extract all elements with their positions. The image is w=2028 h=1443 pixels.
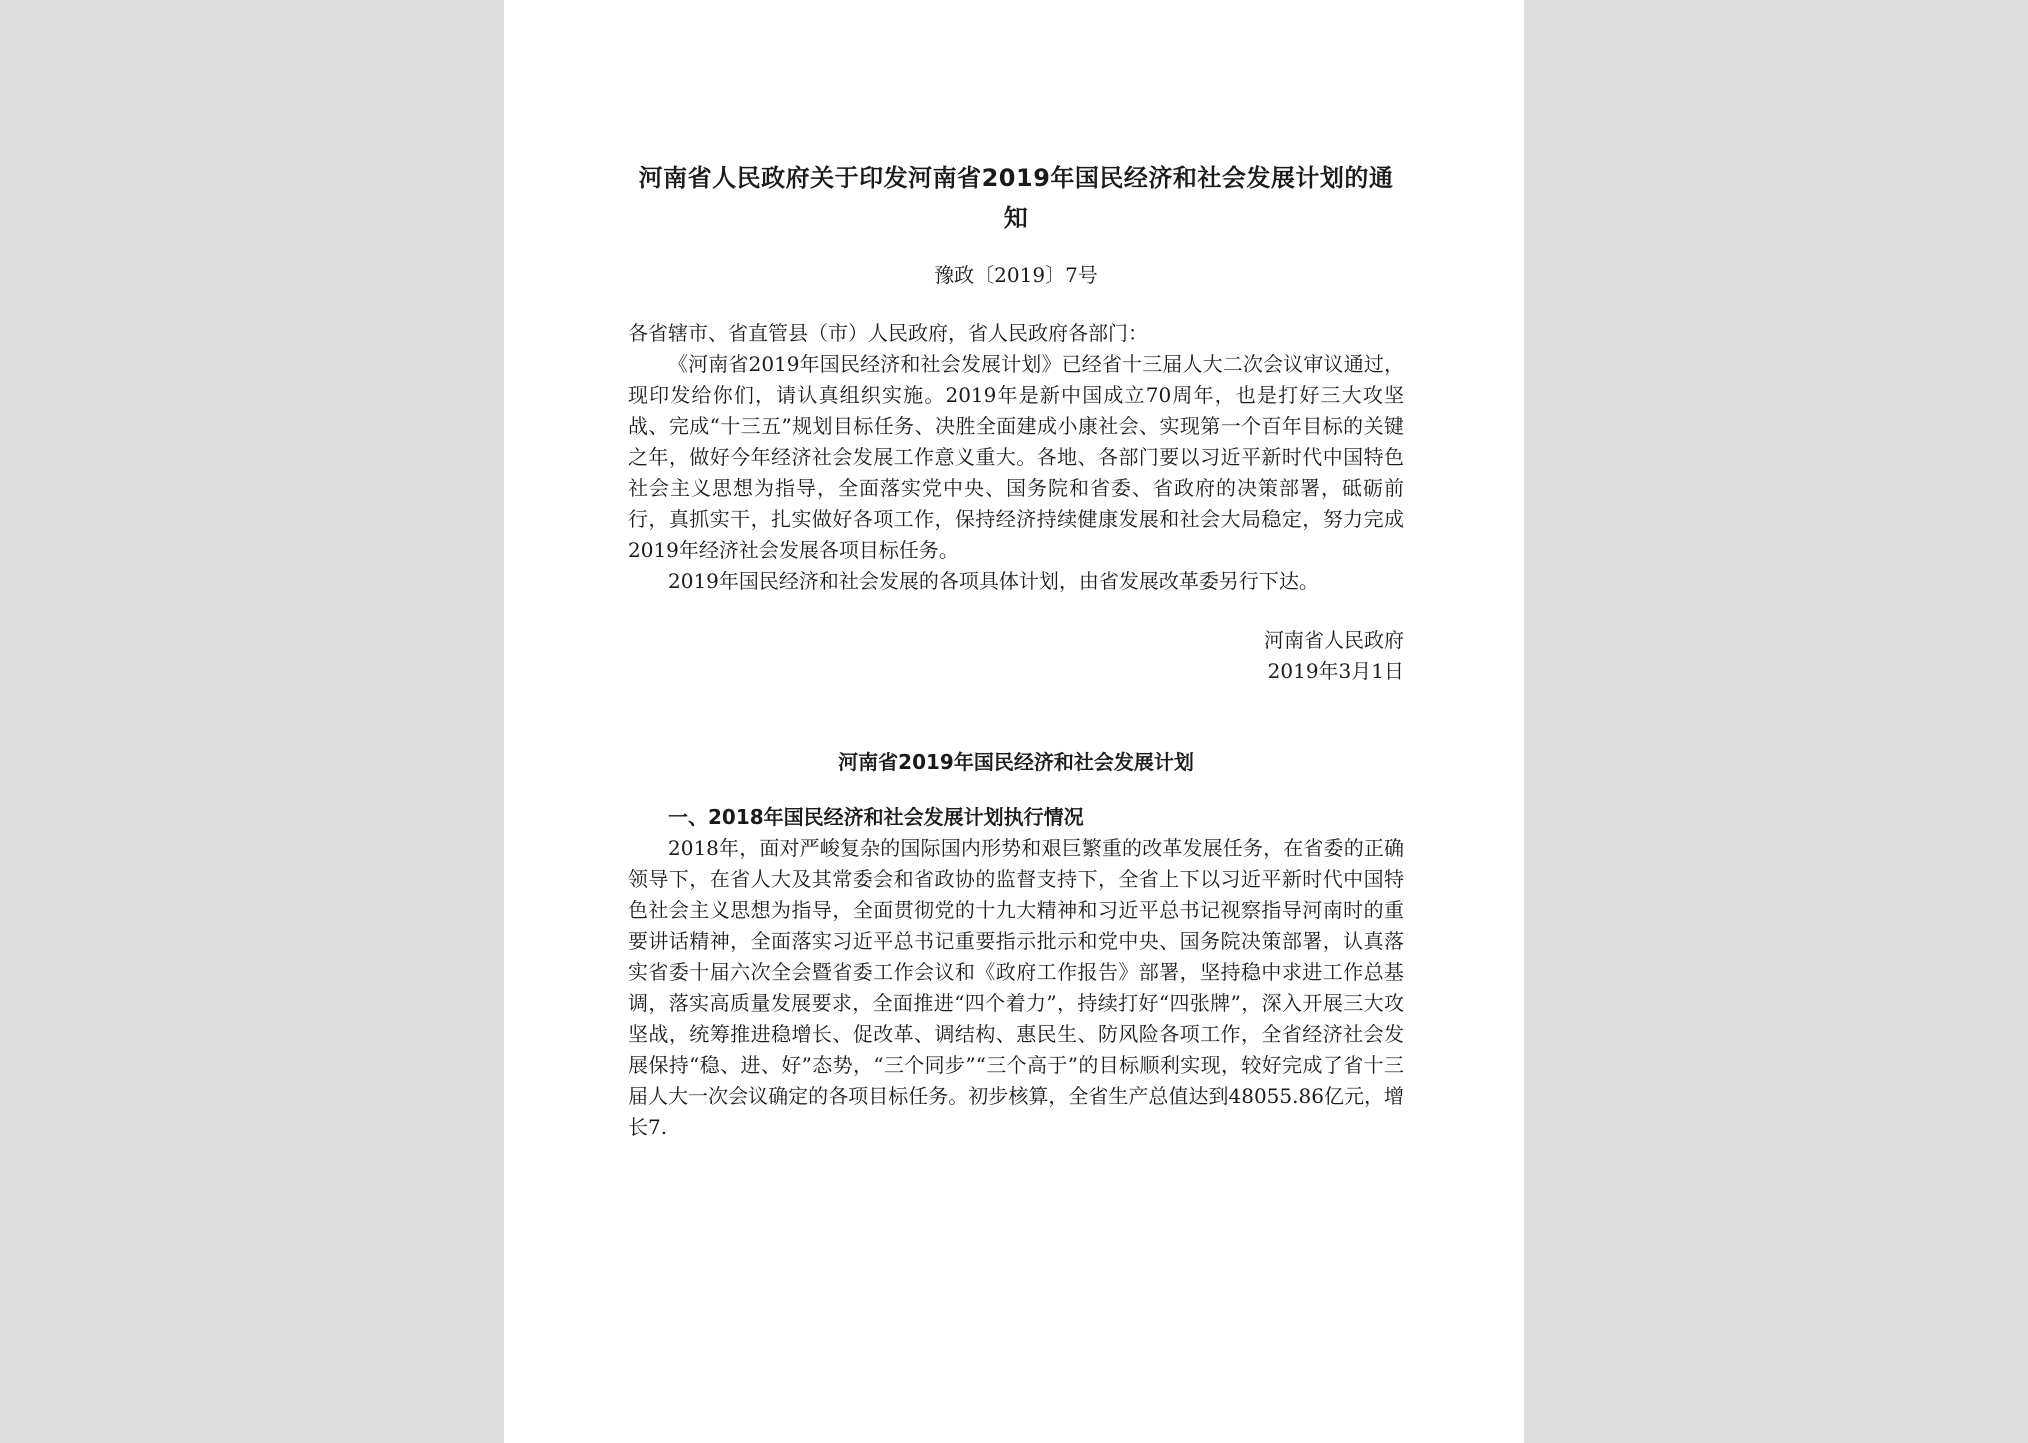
addressee-line: 各省辖市、省直管县（市）人民政府，省人民政府各部门：	[628, 321, 1148, 345]
signature-block	[628, 625, 1404, 687]
document-page	[504, 0, 1524, 1443]
plan-title: 河南省2019年国民经济和社会发展计划	[838, 750, 1194, 774]
section-heading-1: 一、2018年国民经济和社会发展计划执行情况	[668, 805, 1084, 829]
signature-organization: 河南省人民政府	[1264, 628, 1404, 652]
document-content	[628, 158, 1404, 1143]
document-number: 豫政〔2019〕7号	[934, 263, 1098, 287]
signature-date: 2019年3月1日	[1267, 659, 1404, 683]
section-1-paragraph: 2018年，面对严峻复杂的国际国内形势和艰巨繁重的改革发展任务，在省委的正确领导下，在省人大及其常委会和省政协的监督支持下，全省上下以习近平新时代中国特色社会主义思想为指导，全面贯彻党的十九大精神和习近平总书记视察指导河南时的重要讲话精神，全面落实习近平总书记重要指示批示和党中央、国务院决策部署，认真落实省委十届六次全会暨省委工作会议和《政府工作报告》部署，坚持稳中求进工作总基调，落实高质量发展要求，全面推进“四个着力”，持续打好“四张牌”，深入开展三大攻坚战，统筹推进稳增长、促改革、调结构、惠民生、防风险各项工作，全省经济社会发展保持“稳、进、好”态势，“三个同步”“三个高于”的目标顺利实现，较好完成了省十三届人大一次会议确定的各项目标任务。初步核算，全省生产总值达到48055.86亿元，增长7.	[628, 836, 1404, 1139]
notice-title: 河南省人民政府关于印发河南省2019年国民经济和社会发展计划的通知	[638, 164, 1394, 232]
notice-paragraph-2: 2019年国民经济和社会发展的各项具体计划，由省发展改革委另行下达。	[668, 569, 1319, 593]
notice-paragraph-1: 《河南省2019年国民经济和社会发展计划》已经省十三届人大二次会议审议通过，现印发给你们，请认真组织实施。2019年是新中国成立70周年，也是打好三大攻坚战、完成“十三五”规划目标任务、决胜全面建成小康社会、实现第一个百年目标的关键之年，做好今年经济社会发展工作意义重大。各地、各部门要以习近平新时代中国特色社会主义思想为指导，全面落实党中央、国务院和省委、省政府的决策部署，砥砺前行，真抓实干，扎实做好各项工作，保持经济持续健康发展和社会大局稳定，努力完成2019年经济社会发展各项目标任务。	[628, 352, 1404, 562]
